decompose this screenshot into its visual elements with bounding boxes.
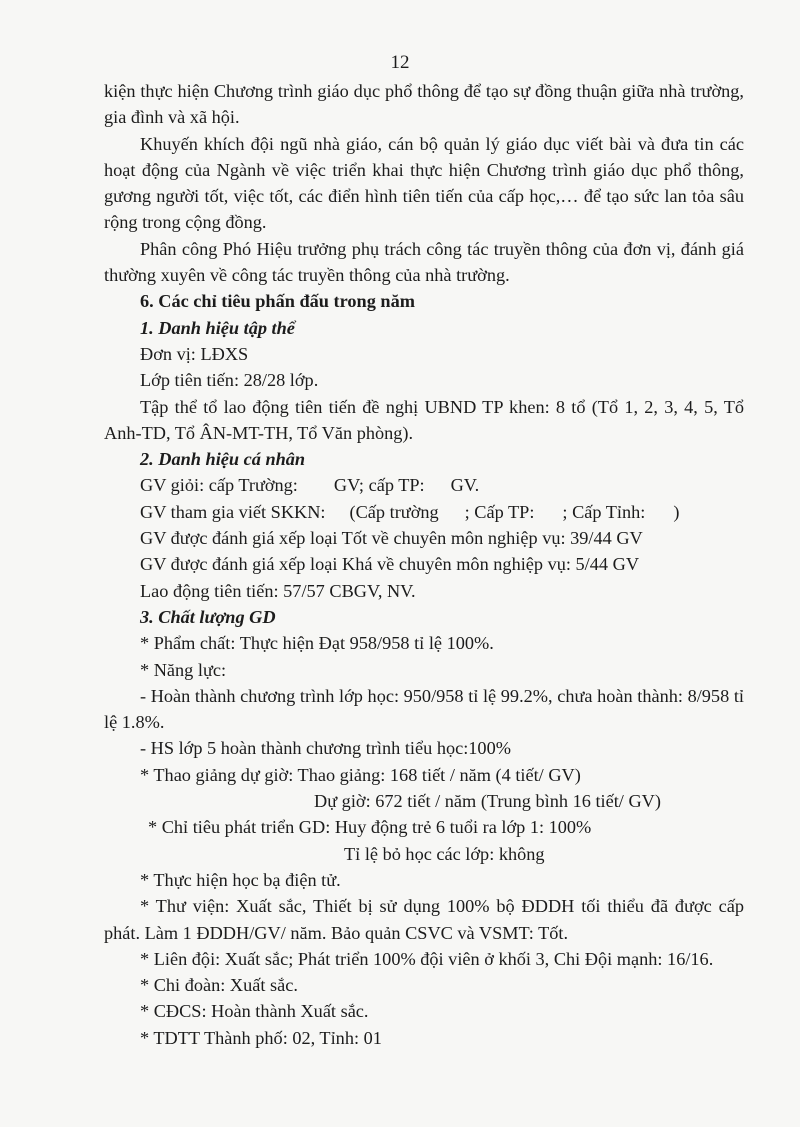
individual-title-heading: 2. Danh hiệu cá nhân	[140, 449, 306, 470]
trade-union-line: * CĐCS: Hoàn thành Xuất sắc.	[140, 1001, 369, 1022]
page-number: 12	[390, 52, 410, 73]
education-quality-heading: 3. Chất lượng GD	[140, 606, 276, 627]
good-teacher-end: GV.	[450, 475, 480, 496]
skkn-province: ; Cấp Tỉnh:	[562, 501, 646, 522]
teacher-rated-good-line: GV được đánh giá xếp loại Tốt về chuyên môn nghiệp vụ: 39/44 GV	[140, 528, 643, 549]
dropout-rate-line: Tỉ lệ bỏ học các lớp: không	[344, 843, 545, 864]
document-body	[104, 78, 744, 1051]
e-record-line: * Thực hiện học bạ điện tử.	[140, 869, 341, 890]
good-teacher-school: GV giỏi: cấp Trường:	[140, 475, 298, 496]
skkn-label: GV tham gia viết SKKN:	[140, 501, 326, 522]
demo-teaching-line: * Thao giảng dự giờ: Thao giảng: 168 tiết / năm (4 tiết/ GV)	[140, 764, 581, 785]
skkn-city: ; Cấp TP:	[464, 501, 535, 522]
skkn-line	[104, 499, 744, 525]
quality-character-line: * Phẩm chất: Thực hiện Đạt 958/958 tỉ lệ 100%.	[140, 633, 494, 654]
advanced-worker-line: Lao động tiên tiến: 57/57 CBGV, NV.	[140, 580, 416, 601]
skkn-close: )	[673, 501, 680, 522]
skkn-school: (Cấp trường	[349, 501, 439, 522]
advanced-classes-line: Lớp tiên tiến: 28/28 lớp.	[140, 370, 319, 391]
branch-union-line: * Chi đoàn: Xuất sắc.	[140, 975, 298, 996]
advanced-groups-line: Tập thể tổ lao động tiên tiến đề nghị UBND TP khen: 8 tổ (Tổ 1, 2, 3, 4, 5, Tổ Anh-TD, Tổ ÂN-MT-TH, Tổ Văn phòng).	[104, 396, 744, 443]
sports-line: * TDTT Thành phố: 02, Tỉnh: 01	[140, 1027, 382, 1048]
paragraph-assign-vice-principal: Phân công Phó Hiệu trưởng phụ trách công tác truyền thông của đơn vị, đánh giá thường xuyên về công tác truyền thông của nhà trường.	[104, 238, 744, 286]
good-teacher-city: GV; cấp TP:	[333, 475, 425, 496]
library-line: * Thư viện: Xuất sắc, Thiết bị sử dụng 100% bộ ĐDDH tối thiểu đã được cấp phát. Làm 1 ĐDDH/GV/ năm. Bảo quản CSVC và VSMT: Tốt.	[104, 896, 744, 943]
paragraph-encourage-staff: Khuyến khích đội ngũ nhà giáo, cán bộ quản lý giáo dục viết bài và đưa tin các hoạt động của Ngành về việc triển khai thực hiện Chương trình giáo dục phổ thông, gương người tốt, việc tốt, các điển hình tiên tiến của cấp học,… để tạo sức lan tỏa sâu rộng trong cộng đồng.	[104, 133, 744, 233]
youth-union-line: * Liên đội: Xuất sắc; Phát triển 100% đội viên ở khối 3, Chi Đội mạnh: 16/16.	[140, 948, 714, 969]
program-completion-line: - Hoàn thành chương trình lớp học: 950/958 tỉ lệ 99.2%, chưa hoàn thành: 8/958 tỉ lệ 1.8%.	[104, 685, 744, 733]
class-observation-line: Dự giờ: 672 tiết / năm (Trung bình 16 tiết/ GV)	[314, 791, 661, 812]
unit-title-line: Đơn vị: LĐXS	[140, 343, 249, 364]
good-teacher-line	[104, 472, 744, 498]
paragraph-community-consensus: kiện thực hiện Chương trình giáo dục phổ thông để tạo sự đồng thuận giữa nhà trường, gia đình và xã hội.	[104, 81, 744, 128]
section-6-heading: 6. Các chỉ tiêu phấn đấu trong năm	[140, 291, 415, 312]
development-target-line: * Chỉ tiêu phát triển GD: Huy động trẻ 6 tuổi ra lớp 1: 100%	[148, 817, 592, 838]
teacher-rated-fair-line: GV được đánh giá xếp loại Khá về chuyên môn nghiệp vụ: 5/44 GV	[140, 554, 640, 575]
grade5-completion-line: - HS lớp 5 hoàn thành chương trình tiểu học:100%	[140, 738, 511, 759]
quality-competence-line: * Năng lực:	[140, 659, 227, 680]
collective-title-heading: 1. Danh hiệu tập thể	[140, 317, 295, 338]
